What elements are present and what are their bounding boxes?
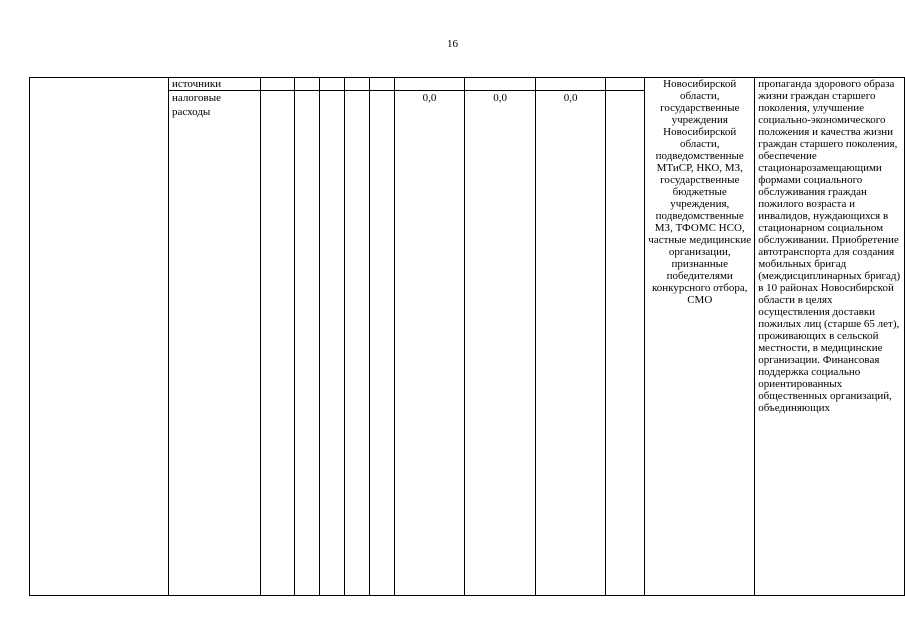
empty-cell [261, 91, 294, 596]
empty-cell [369, 91, 394, 596]
empty-cell [30, 78, 169, 596]
empty-cell [320, 91, 345, 596]
empty-cell [369, 78, 394, 91]
result-cell: пропаганда здорового образа жизни граждан старшего поколения, улучшение социально-экономического положения и качества жизни граждан старшего поколения, обеспечение стационарозамещающими формами социального обслуживания граждан пожилого возраста и инвалидов, нуждающихся в стационарном социальном обслуживании. Приобретение автотранспорта для создания мобильных бригад (междисциплинарных бригад) в 10 районах Новосибирской области в целях осуществления доставки пожилых лиц (старше 65 лет), проживающих в сельской местности, в медицинские организации. Финансовая поддержка социально ориентированных общественных организаций, объединяющих [755, 78, 905, 596]
empty-cell [294, 91, 320, 596]
table-row [30, 78, 905, 91]
program-table [29, 77, 905, 596]
empty-cell [294, 78, 320, 91]
value-cell: 0,0 [465, 91, 536, 596]
source-label-cell: источники [168, 78, 261, 91]
empty-cell [606, 78, 645, 91]
source-label-cell: налоговые расходы [168, 91, 261, 596]
executors-cell: Новосибирской области, государственные учреждения Новосибирской области, подведомственные МТиСР, НКО, МЗ, государственные бюджетные учреждения, подведомственные МЗ, ТФОМС НСО, частные медицинские организации, признанные победителями конкурсного отбора, СМО [645, 78, 755, 596]
empty-cell [345, 91, 370, 596]
empty-cell [606, 91, 645, 596]
value-cell: 0,0 [394, 91, 465, 596]
empty-cell [465, 78, 536, 91]
empty-cell [345, 78, 370, 91]
empty-cell [261, 78, 294, 91]
value-cell: 0,0 [535, 91, 606, 596]
page-number: 16 [447, 38, 458, 50]
empty-cell [535, 78, 606, 91]
empty-cell [320, 78, 345, 91]
empty-cell [394, 78, 465, 91]
